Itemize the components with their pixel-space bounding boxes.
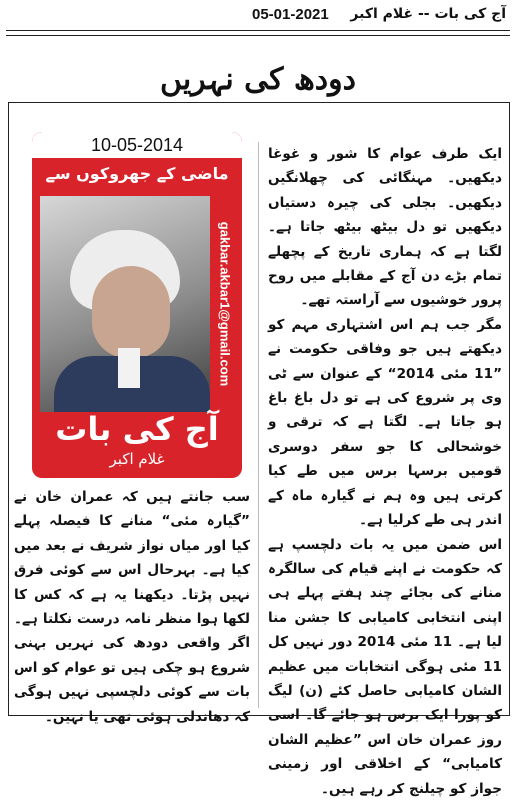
article-left-column xyxy=(14,485,250,729)
article-paragraph: مگر جب ہم اس اشتہاری مہم کو دیکھتے ہیں جو وفاقی حکومت نے ”11 مئی 2014“ کے عنوان سے ٹی وی پر شروع کی ہے تو دل باغ باغ ہو جاتا ہے۔ لگتا ہے کہ ترقی و خوشحالی کا جو سفر دوسری قومیں برسہا برس میں طے کیا کرتی ہیں وہ ہم نے گیارہ ماہ کے اندر ہی طے کرلیا ہے۔ xyxy=(268,316,503,529)
card-email-strip xyxy=(210,196,240,412)
article-paragraph: سب جانتے ہیں کہ عمران خان نے ”گیارہ مئی“ منانے کا فیصلہ پہلے کیا اور میاں نواز شریف نے بعد میں کیا ہے۔ بہرحال اس سے کوئی فرق نہیں پڑتا۔ دیکھنا یہ ہے کہ کس کا لکھا ہوا منظر نامہ درست نکلتا ہے۔ اگر واقعی دودھ کی نہریں بہنی شروع ہو چکی ہیں تو عوام کو اس بات سے کوئی دلچسپی نہیں ہوگی کہ دھاندلی ہوئی تھی یا نہیں۔ xyxy=(14,489,250,725)
card-subtitle: ماضی کے جھروکوں سے xyxy=(45,164,229,183)
article-paragraph: اس ضمن میں یہ بات دلچسپ ہے کہ حکومت نے اپنے قیام کی سالگرہ منانے کی بجائے چند ہفتے پہلے ہی اپنی انتخابی کامیابی کا جشن منا لیا ہے۔ 11 مئی 2014 دور نہیں کل 11 مئی ہوگی انتخابات میں عظیم الشان کامیابی حاصل کئے (ن) لیگ کو پورا ایک برس ہو جائے گا۔ اسی روز عمران خان اس ”عظیم الشان کامیابی“ کے اخلاقی اور زمینی جواز کو چیلنج کر رہے ہیں۔ xyxy=(268,536,502,797)
card-author: غلام اکبر xyxy=(109,450,165,468)
header-series-title: آج کی بات -- غلام اکبر xyxy=(350,6,506,22)
article-title: دودھ کی نہریں xyxy=(160,62,356,97)
author-face xyxy=(92,266,170,358)
card-brand: آج کی بات xyxy=(55,410,219,448)
header-date: 05-01-2021 xyxy=(252,6,329,23)
column-divider xyxy=(258,142,259,708)
header-divider xyxy=(6,30,510,31)
page-header xyxy=(0,0,516,30)
card-date: 10-05-2014 xyxy=(32,132,242,158)
author-photo xyxy=(40,196,210,412)
header-divider-secondary xyxy=(6,35,510,36)
column-promo-card xyxy=(32,132,242,478)
article-paragraph: ایک طرف عوام کا شور و غوغا دیکھیں۔ مہنگائی کی چھلانگیں دیکھیں۔ بجلی کی چیرہ دستیاں دیکھیں تو دل بیٹھ بیٹھ جاتا ہے۔ لگتا ہے کہ ہماری تاریخ کے پچھلے تمام بڑے دن آج کے مقابلے میں روح پرور خوشیوں سے آراستہ تھے۔ xyxy=(268,146,502,309)
card-email: gakbar.akbar1@gmail.com xyxy=(217,221,233,387)
author-collar xyxy=(118,348,140,388)
article-right-column xyxy=(268,142,502,801)
